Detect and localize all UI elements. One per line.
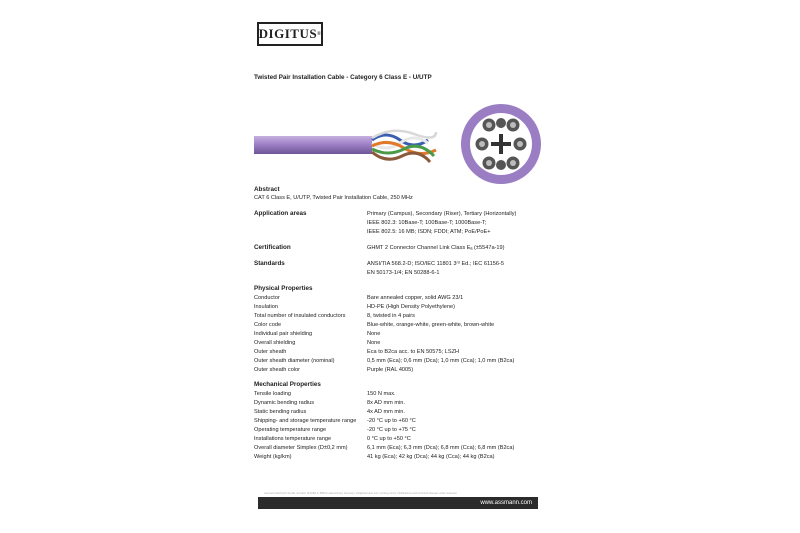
application-line: IEEE 802.3: 10Base-T; 100Base-T; 1000Base-T; — [367, 220, 487, 226]
property-value: Blue-white, orange-white, green-white, brown-white — [367, 322, 495, 328]
logo-text: DIGITUS — [258, 26, 318, 41]
certification-heading: Certification — [254, 244, 291, 251]
property-value: Eca to B2ca acc. to EN 50575; LSZH — [367, 349, 460, 355]
property-label: Individual pair shielding — [254, 331, 313, 337]
application-heading: Application areas — [254, 210, 307, 217]
property-value: 0 °C up to +50 °C — [367, 436, 411, 442]
page-title: Twisted Pair Installation Cable - Category 6 Class E - U/UTP — [254, 74, 432, 81]
certification-text: GHMT 2 Connector Channel Link Class Eₐ (±5547a-19) — [367, 245, 505, 251]
cable-image — [254, 120, 439, 170]
property-label: Outer sheath diameter (nominal) — [254, 358, 335, 364]
property-label: Overall shielding — [254, 340, 296, 346]
property-label: Conductor — [254, 295, 280, 301]
property-label: Overall diameter Simplex (D±0,2 mm) — [254, 445, 348, 451]
property-label: Color code — [254, 322, 282, 328]
mechanical-heading: Mechanical Properties — [254, 381, 321, 388]
property-label: Installations temperature range — [254, 436, 332, 442]
property-value: HD-PE (High Density Polyethylene) — [367, 304, 455, 310]
twisted-pairs — [372, 131, 436, 162]
footer-url[interactable]: www.assmann.com — [480, 500, 532, 506]
property-value: Purple (RAL 4005) — [367, 367, 414, 373]
property-value: None — [367, 331, 381, 337]
property-label: Dynamic bending radius — [254, 400, 315, 406]
property-label: Insulation — [254, 304, 278, 310]
property-label: Operating temperature range — [254, 427, 327, 433]
digitus-logo — [257, 22, 323, 46]
physical-heading: Physical Properties — [254, 285, 313, 292]
property-label: Shipping- and storage temperature range — [254, 418, 357, 424]
property-value: Bare annealed copper, solid AWG 23/1 — [367, 295, 464, 301]
application-line: Primary (Campus), Secondary (Riser), Tertiary (Horizontally) — [367, 211, 517, 217]
standards-line: ANSI/TIA 568.2-D; ISO/IEC 11801 3ʳᵈ Ed.; IEC 61156-5 — [367, 261, 504, 267]
property-value: 150 N max. — [367, 391, 396, 397]
property-value: None — [367, 340, 381, 346]
property-value: 4x AD mm min. — [367, 409, 405, 415]
property-value: 0,5 mm (Eca); 0,6 mm (Dca); 1,0 mm (Cca); 1,0 mm (B2ca) — [367, 358, 515, 364]
property-label: Static bending radius — [254, 409, 307, 415]
property-value: -20 °C up to +60 °C — [367, 418, 416, 424]
cable-sheath — [254, 136, 372, 154]
property-label: Weight (kg/km) — [254, 454, 292, 460]
property-value: 6,1 mm (Eca); 6,3 mm (Dca); 6,8 mm (Cca); 6,8 mm (B2ca) — [367, 445, 515, 451]
abstract-text: CAT 6 Class E, U/UTP, Twisted Pair Installation Cable, 250 MHz — [254, 195, 413, 201]
abstract-heading: Abstract — [254, 186, 280, 193]
cable-cross-section-image — [460, 103, 542, 185]
standards-line: EN 50173-1/4; EN 50288-6-1 — [367, 270, 440, 276]
property-label: Tensile loading — [254, 391, 292, 397]
property-value: -20 °C up to +75 °C — [367, 427, 416, 433]
property-value: 8x AD mm min. — [367, 400, 405, 406]
property-value: 41 kg (Eca); 42 kg (Dca); 44 kg (Cca); 44 kg (B2ca) — [367, 454, 495, 460]
property-label: Total number of insulated conductors — [254, 313, 346, 319]
reg-mark: ® — [317, 31, 322, 37]
footer-bar — [258, 497, 538, 509]
property-value: 8, twisted in 4 pairs — [367, 313, 415, 319]
property-label: Outer sheath — [254, 349, 287, 355]
property-label: Outer sheath color — [254, 367, 301, 373]
footer-legal-text: Assmann Electronic GmbH, Auf dem Schüffel 3, 58513 Lüdenscheid, Germany, info@assmann.com, printing errors, Notifications and technical changes under reserved — [264, 492, 457, 495]
standards-heading: Standards — [254, 260, 285, 267]
application-line: IEEE 802.5: 16 MB; ISDN; FDDI; ATM; PoE/PoE+ — [367, 229, 491, 235]
